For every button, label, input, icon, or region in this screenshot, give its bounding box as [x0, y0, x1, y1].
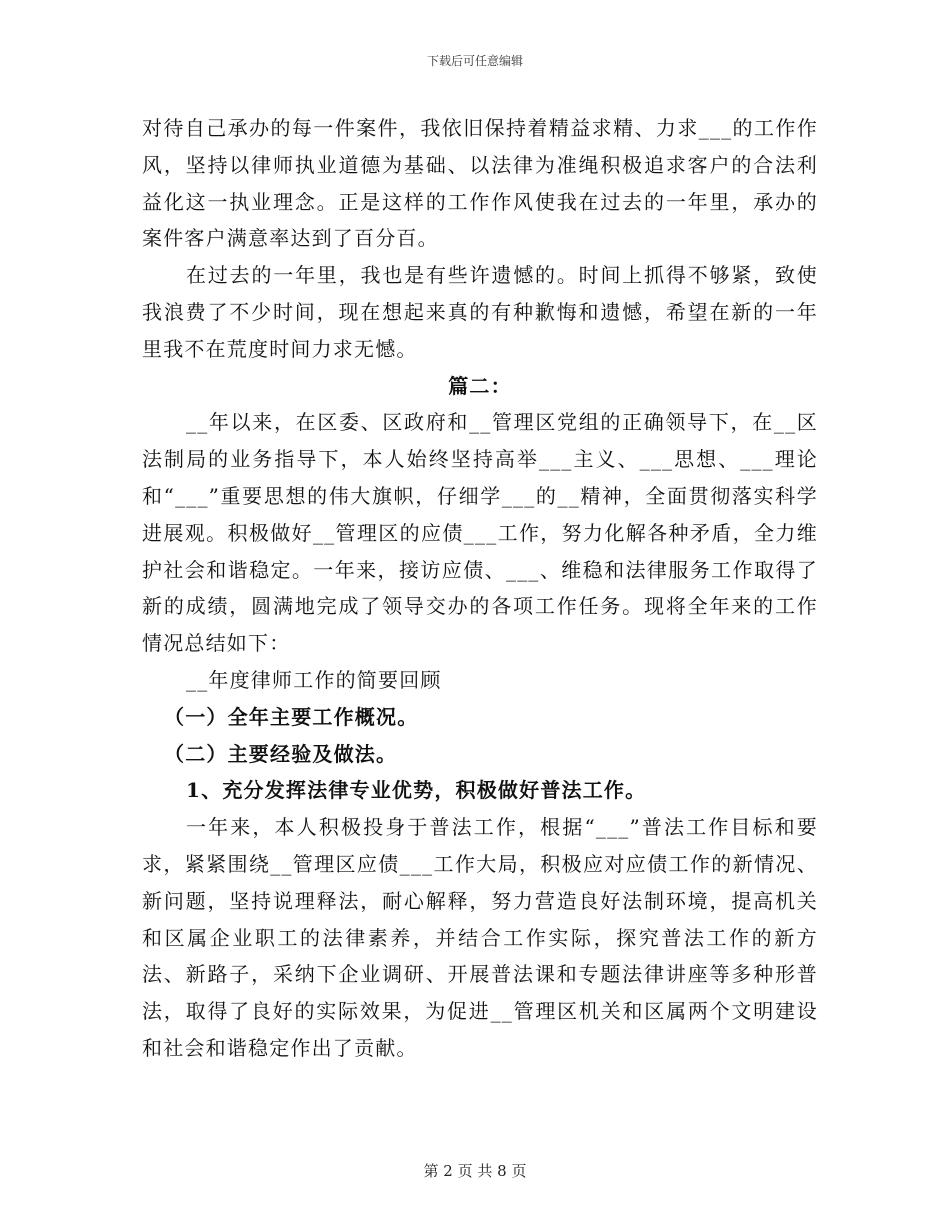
subheading-experience: （二）主要经验及做法。: [164, 741, 398, 766]
subheading-overview: （一）全年主要工作概况。: [164, 704, 419, 729]
paragraph-legal-education: 一年来，本人积极投身于普法工作，根据“___”普法工作目标和要求，紧紧围绕__管理区应债___工作大局，积极应对应债工作的新情况、新问题，坚持说理释法，耐心解释，努力营造良好法制环境，提高机关和区属企业职工的法律素养，并结合工作实际，探究普法工作的新方法、新路子，采纳下企业调研、开展普法课和专题法律讲座等多种形普法，取得了良好的实际效果，为促进__管理区机关和区属两个文明建设和社会和谐稳定作出了贡献。: [142, 815, 818, 1060]
page-footer: 第 2 页 共 8 页: [423, 1162, 527, 1180]
paragraph-intro: __年以来，在区委、区政府和__管理区党组的正确领导下，在__区法制局的业务指导下，本人始终坚持高举___主义、___思想、___理论和“___”重要思想的伟大旗帜，仔细学___的__精神，全面贯彻落实科学进展观。积极做好__管理区的应债___工作，努力化解各种矛盾，全力维护社会和谐稳定。一年来，接访应债、___、维稳和法律服务工作取得了新的成绩，圆满地完成了领导交办的各项工作任务。现将全年来的工作情况总结如下：: [142, 410, 818, 656]
page-header: 下载后可任意编辑: [426, 54, 523, 68]
paragraph-regret: 在过去的一年里，我也是有些许遗憾的。时间上抓得不够紧，致使我浪费了不少时间，现在想起来真的有种歉悔和遗憾，希望在新的一年里我不在荒度时间力求无憾。: [142, 263, 818, 361]
paragraph-continuation: 对待自己承办的每一件案件，我依旧保持着精益求精、力求___的工作作风，坚持以律师执业道德为基础、以法律为准绳积极追求客户的合法利益化这一执业理念。正是这样的工作作风使我在过去的一年里，承办的案件客户满意率达到了百分百。: [142, 116, 818, 251]
subheading-point-1: 1、充分发挥法律专业优势，积极做好普法工作。: [186, 778, 647, 803]
section-heading: 篇二：: [448, 373, 512, 398]
paragraph-review-title: __年度律师工作的简要回顾: [186, 667, 442, 692]
document-body: [142, 110, 818, 1067]
